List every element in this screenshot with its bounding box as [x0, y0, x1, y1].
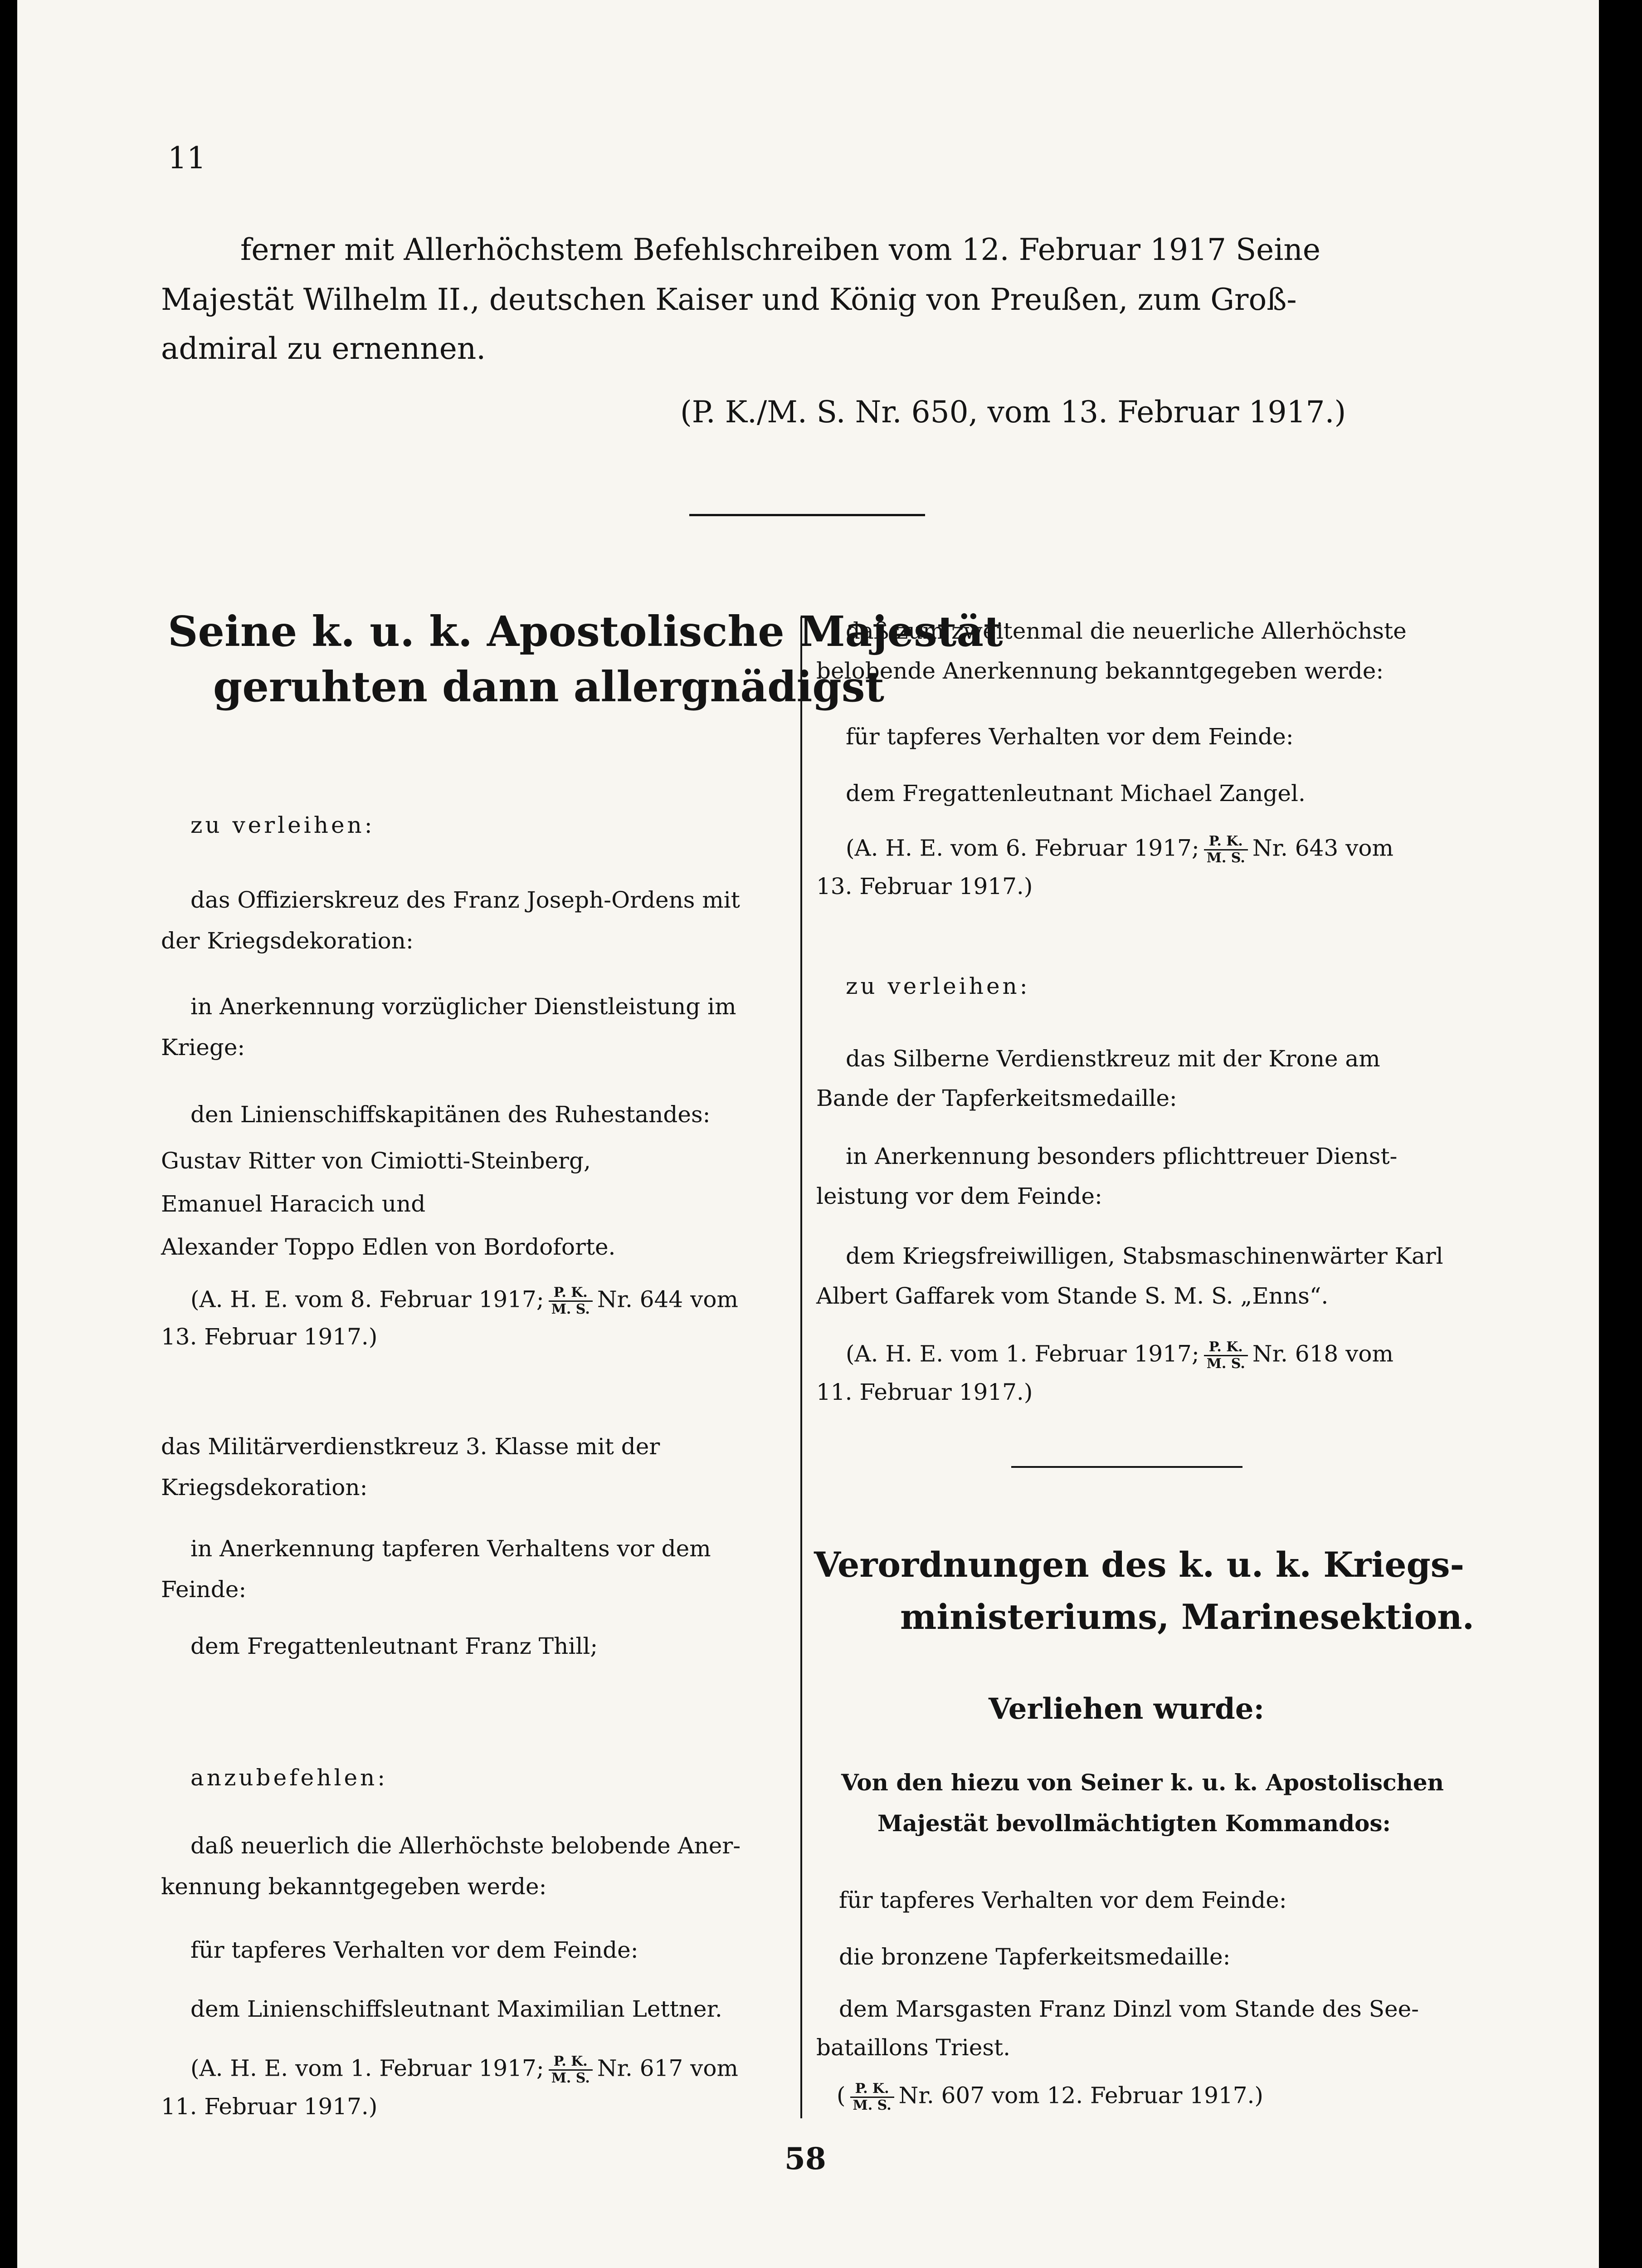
left-anzubefehlen: anzubefehlen: [190, 1765, 388, 1791]
ref-5-text: Nr. 607 vom 12. Februar 1917.) [898, 2082, 1263, 2109]
right-ref-3-date: 13. Februar 1917.) [816, 873, 1033, 899]
left-heading-1: Seine k. u. k. Apostolische Majestät [168, 607, 1003, 656]
intro-line-1: ferner mit Allerhöchstem Befehlschreiben vom 12. Februar 1917 Seine [240, 232, 1320, 267]
intro-reference: (P. K./M. S. Nr. 650, vom 13. Februar 1917.) [680, 395, 1346, 430]
right-heading-2: ministeriums, Marinesektion. [900, 1597, 1475, 1637]
ref-4-text-a: (A. H. E. vom 1. Februar 1917; [846, 1340, 1199, 1367]
left-p5a: in Anerkennung tapferen Verhaltens vor dem [190, 1535, 711, 1562]
left-name-2: Emanuel Haracich und [161, 1191, 426, 1217]
left-p8: für tapferes Verhalten vor dem Feinde: [190, 1937, 638, 1963]
right-sub-1: Von den hiezu von Seiner k. u. k. Apostolischen [841, 1769, 1444, 1796]
ref-3-text-a: (A. H. E. vom 6. Februar 1917; [846, 835, 1199, 861]
right-ref-3 [846, 835, 1394, 865]
intro-line-2: Majestät Wilhelm II., deutschen Kaiser und König von Preußen, zum Groß- [161, 282, 1297, 317]
right-divider [1011, 1466, 1242, 1468]
left-p2a: in Anerkennung vorzüglicher Dienstleistung im [190, 993, 736, 1020]
right-q1b: belobende Anerkennung bekanntgegeben werde: [816, 658, 1384, 684]
left-p1a: das Offizierskreuz des Franz Joseph-Ordens mit [190, 887, 740, 913]
left-p7a: daß neuerlich die Allerhöchste belobende Aner- [190, 1833, 741, 1859]
left-name-1: Gustav Ritter von Cimiotti-Steinberg, [161, 1148, 591, 1174]
right-q6a: dem Kriegsfreiwilligen, Stabsmaschinenwärter Karl [846, 1243, 1443, 1269]
left-p3: den Linienschiffskapitänen des Ruhestandes: [190, 1101, 711, 1128]
column-divider [800, 617, 802, 2118]
left-p4b: Kriegsdekoration: [161, 1474, 368, 1501]
right-ref-5 [837, 2082, 1263, 2112]
page-number-top: 11 [168, 141, 206, 176]
top-divider [689, 514, 925, 516]
right-q4b: Bande der Tapferkeitsmedaille: [816, 1085, 1177, 1111]
right-ref-4-date: 11. Februar 1917.) [816, 1379, 1033, 1405]
left-ref-2-date: 11. Februar 1917.) [161, 2093, 378, 2120]
pk-ms-fraction [1204, 835, 1248, 865]
ref-5-open-paren: ( [837, 2082, 846, 2109]
right-q5a: in Anerkennung besonders pflichttreuer Dienst- [846, 1143, 1398, 1169]
left-name-3: Alexander Toppo Edlen von Bordoforte. [161, 1234, 616, 1260]
ref-2-text-b: Nr. 617 vom [597, 2055, 738, 2082]
left-p2b: Kriege: [161, 1034, 245, 1061]
frac-num: P. K. [1204, 1340, 1248, 1356]
frac-den: M. S. [1206, 1356, 1245, 1372]
page-number-bottom: 58 [784, 2141, 826, 2176]
ref-3-text-b: Nr. 643 vom [1252, 835, 1394, 861]
frac-num: P. K. [549, 1286, 593, 1302]
right-q8: die bronzene Tapferkeitsmedaille: [839, 1944, 1231, 1970]
left-p4a: das Militärverdienstkreuz 3. Klasse mit der [161, 1433, 660, 1460]
right-q7: für tapferes Verhalten vor dem Feinde: [839, 1887, 1287, 1913]
frac-den: M. S. [1206, 850, 1245, 866]
left-zu-verleihen: zu verleihen: [190, 812, 375, 838]
left-p1b: der Kriegsdekoration: [161, 928, 414, 954]
right-ref-4 [846, 1340, 1394, 1371]
right-q2: für tapferes Verhalten vor dem Feinde: [846, 723, 1294, 750]
right-q5b: leistung vor dem Feinde: [816, 1183, 1102, 1209]
right-q1a: daß zum zweitenmal die neuerliche Allerhöchste [846, 618, 1407, 644]
left-ref-2 [190, 2055, 738, 2085]
right-sub-2: Majestät bevollmächtigten Kommandos: [877, 1810, 1391, 1837]
pk-ms-fraction [1204, 1340, 1248, 1371]
left-p5b: Feinde: [161, 1576, 247, 1603]
right-heading-1: Verordnungen des k. u. k. Kriegs- [814, 1545, 1465, 1585]
right-zu-verleihen: zu verleihen: [846, 973, 1030, 999]
right-q9a: dem Marsgasten Franz Dinzl vom Stande des See- [839, 1996, 1419, 2022]
left-p7b: kennung bekanntgegeben werde: [161, 1873, 547, 1900]
right-q4a: das Silberne Verdienstkreuz mit der Krone am [846, 1046, 1380, 1072]
frac-den: M. S. [551, 2070, 590, 2086]
frac-den: M. S. [853, 2097, 892, 2113]
ref-1-text-a: (A. H. E. vom 8. Februar 1917; [190, 1286, 544, 1313]
ref-1-text-b: Nr. 644 vom [597, 1286, 738, 1313]
left-heading-2: geruhten dann allergnädigst [213, 662, 885, 711]
pk-ms-fraction [850, 2082, 894, 2112]
right-verliehen-wurde: Verliehen wurde: [989, 1692, 1265, 1726]
right-q3: dem Fregattenleutnant Michael Zangel. [846, 780, 1306, 807]
left-ref-1 [190, 1286, 738, 1316]
ref-2-text-a: (A. H. E. vom 1. Februar 1917; [190, 2055, 544, 2082]
frac-num: P. K. [549, 2055, 593, 2071]
intro-line-3: admiral zu ernennen. [161, 331, 486, 366]
right-q6b: Albert Gaffarek vom Stande S. M. S. „Enns“. [816, 1283, 1329, 1309]
frac-num: P. K. [850, 2082, 894, 2098]
left-p6: dem Fregattenleutnant Franz Thill; [190, 1633, 598, 1659]
pk-ms-fraction [549, 2055, 593, 2085]
frac-den: M. S. [551, 1301, 590, 1317]
pk-ms-fraction [549, 1286, 593, 1316]
frac-num: P. K. [1204, 835, 1248, 850]
right-q9b: bataillons Triest. [816, 2034, 1011, 2061]
left-p9: dem Linienschiffsleutnant Maximilian Lettner. [190, 1996, 722, 2022]
ref-4-text-b: Nr. 618 vom [1252, 1340, 1394, 1367]
left-ref-1-date: 13. Februar 1917.) [161, 1324, 378, 1350]
